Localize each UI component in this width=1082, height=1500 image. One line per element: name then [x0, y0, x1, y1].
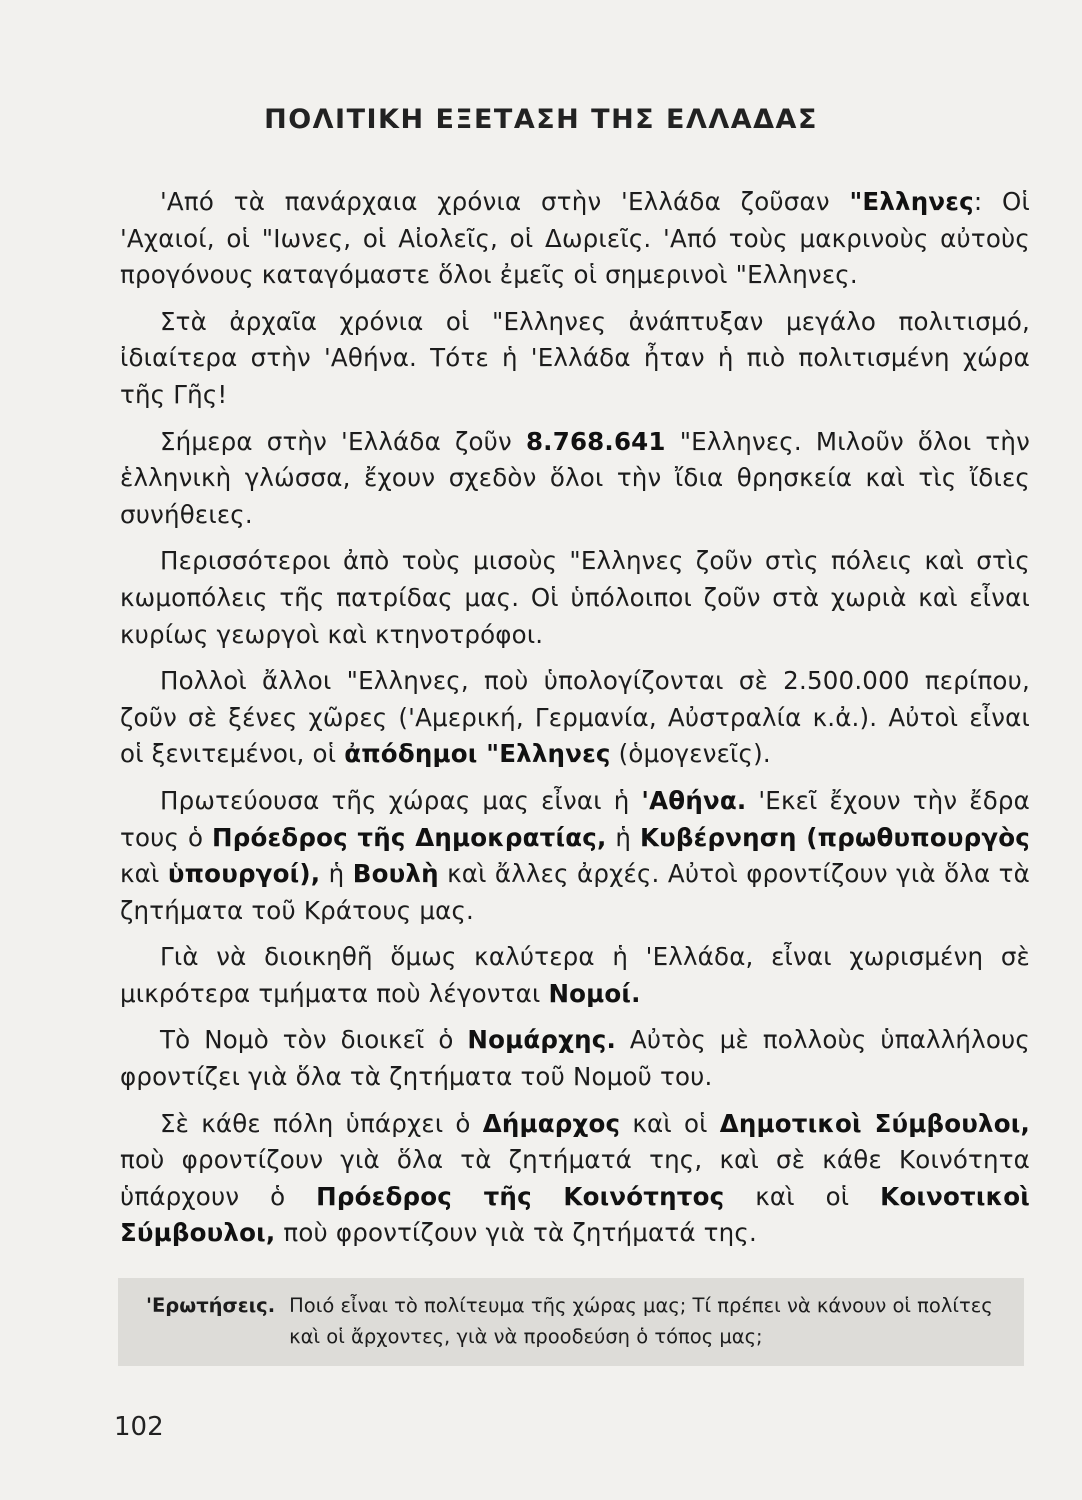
text-run: Πολλοὶ ἄλλοι "Ελληνες, ποὺ ὑπολογίζονται σὲ 2.500.000 περίπου, ζοῦν σὲ ξένες χῶρες ('Αμερική, Γερμανία, Αὐστραλία κ.ἀ.). Αὐτοὶ εἶναι οἱ ξενιτεμένοι, οἱ: [120, 666, 1030, 769]
bold-term: Νομοί.: [548, 978, 641, 1008]
bold-term: Πρόεδρος τῆς Κοινότητος: [316, 1181, 725, 1211]
text-run: ἡ: [606, 822, 640, 852]
paragraph-3: [120, 424, 1030, 534]
paragraph-5: [120, 663, 1030, 773]
bold-term: 8.768.641: [525, 426, 666, 456]
paragraph-7: [120, 939, 1030, 1012]
bold-term: "Ελληνες: [849, 187, 974, 216]
paragraph-8: [120, 1022, 1030, 1095]
text-run: καὶ οἱ: [724, 1181, 881, 1211]
page-title: ΠΟΛΙΤΙΚΗ ΕΞΕΤΑΣΗ ΤΗΣ ΕΛΛΑΔΑΣ: [264, 104, 818, 135]
paragraph-1: [120, 184, 1030, 294]
bold-term: Κοινοτικοὶ Σύμβουλοι,: [120, 1181, 1030, 1248]
text-run: καὶ ἄλλες ἀρχές. Αὐτοὶ φροντίζουν γιὰ ὅλα τὰ ζητήματα τοῦ Κράτους μας.: [120, 859, 1030, 925]
bold-term: 'Αθήνα.: [641, 785, 747, 815]
text-run: Πρωτεύουσα τῆς χώρας μας εἶναι ἡ: [160, 785, 642, 815]
text-run: καὶ οἱ: [620, 1108, 720, 1138]
text-run: Σὲ κάθε πόλη ὑπάρχει ὁ: [160, 1108, 483, 1138]
paragraph-6: [120, 783, 1030, 929]
bold-term: Πρόεδρος τῆς Δημοκρατίας,: [212, 822, 607, 852]
bold-term: Κυβέρνηση (πρωθυπουργὸς: [639, 822, 1030, 852]
bold-term: Δημοτικοὶ Σύμβουλοι,: [719, 1108, 1030, 1138]
bold-term: ἀπόδημοι "Ελληνες: [344, 739, 611, 769]
text-run: Στὰ ἀρχαῖα χρόνια οἱ "Ελληνες ἀνάπτυξαν μεγάλο πολιτισμό, ἰδιαίτερα στὴν 'Αθήνα. Τότε ἡ 'Ελλάδα ἦταν ἡ πιὸ πολιτισμένη χώρα τῆς Γῆς!: [120, 306, 1030, 409]
text-run: 'Εκεῖ ἔχουν τὴν ἔδρα τους ὁ: [120, 785, 1030, 852]
text-run: (ὁμογενεῖς).: [610, 739, 771, 769]
questions-text: Ποιό εἶναι τὸ πολίτευμα τῆς χώρας μας; Τί πρέπει νὰ κάνουν οἱ πολίτες καὶ οἱ ἄρχοντες, γιὰ νὰ προοδεύση ὁ τόπος μας;: [289, 1294, 993, 1348]
text-run: 'Από τὰ πανάρχαια χρόνια στὴν 'Ελλάδα ζοῦσαν: [160, 187, 850, 216]
bold-term: Νομάρχης.: [467, 1025, 617, 1055]
paragraph-2: [120, 304, 1030, 414]
text-run: "Ελληνες. Μιλοῦν ὅλοι τὴν ἑλληνικὴ γλώσσα, ἔχουν σχεδὸν ὅλοι τὴν ἴδια θρησκεία καὶ τὶς ἴδιες συνήθειες.: [120, 426, 1030, 529]
text-run: Τὸ Νομὸ τὸν διοικεῖ ὁ: [160, 1025, 468, 1055]
bold-term: Βουλὴ: [352, 859, 439, 889]
bold-term: Δήμαρχος: [482, 1108, 621, 1138]
text-run: ποὺ φροντίζουν γιὰ ὅλα τὰ ζητήματά της, καὶ σὲ κάθε Κοινότητα ὑπάρχουν ὁ: [120, 1145, 1030, 1211]
body-text: [120, 184, 1030, 1262]
questions-box: [118, 1278, 1024, 1366]
text-run: καὶ: [120, 859, 168, 889]
paragraph-4: [120, 543, 1030, 653]
text-run: ἡ: [320, 859, 353, 889]
text-run: Περισσότεροι ἀπὸ τοὺς μισοὺς "Ελληνες ζοῦν στὶς πόλεις καὶ στὶς κωμοπόλεις τῆς πατρίδας μας. Οἱ ὑπόλοιποι ζοῦν στὰ χωριὰ καὶ εἶναι κυρίως γεωργοὶ καὶ κτηνοτρόφοι.: [120, 546, 1030, 649]
page-number: 102: [114, 1412, 164, 1442]
paragraph-9: [120, 1106, 1030, 1252]
bold-term: ὑπουργοί),: [167, 859, 321, 889]
text-run: Σήμερα στὴν 'Ελλάδα ζοῦν: [160, 426, 526, 456]
text-run: Αὐτὸς μὲ πολλοὺς ὑπαλλήλους φροντίζει γιὰ ὅλα τὰ ζητήματα τοῦ Νομοῦ του.: [120, 1025, 1030, 1092]
text-run: : Οἱ 'Αχαιοί, οἱ "Ιωνες, οἱ Αἰολεῖς, οἱ Δωριεῖς. 'Από τοὺς μακρινοὺς αὐτοὺς προγόνους καταγόμαστε ὅλοι ἐμεῖς οἱ σημερινοὶ "Ελληνες.: [120, 187, 1030, 290]
text-run: Γιὰ νὰ διοικηθῆ ὅμως καλύτερα ἡ 'Ελλάδα, εἶναι χωρισμένη σὲ μικρότερα τμήματα ποὺ λέγονται: [120, 942, 1030, 1008]
questions-label: 'Ερωτήσεις.: [146, 1294, 276, 1317]
text-run: ποὺ φροντίζουν γιὰ τὰ ζητήματά της.: [275, 1218, 757, 1248]
